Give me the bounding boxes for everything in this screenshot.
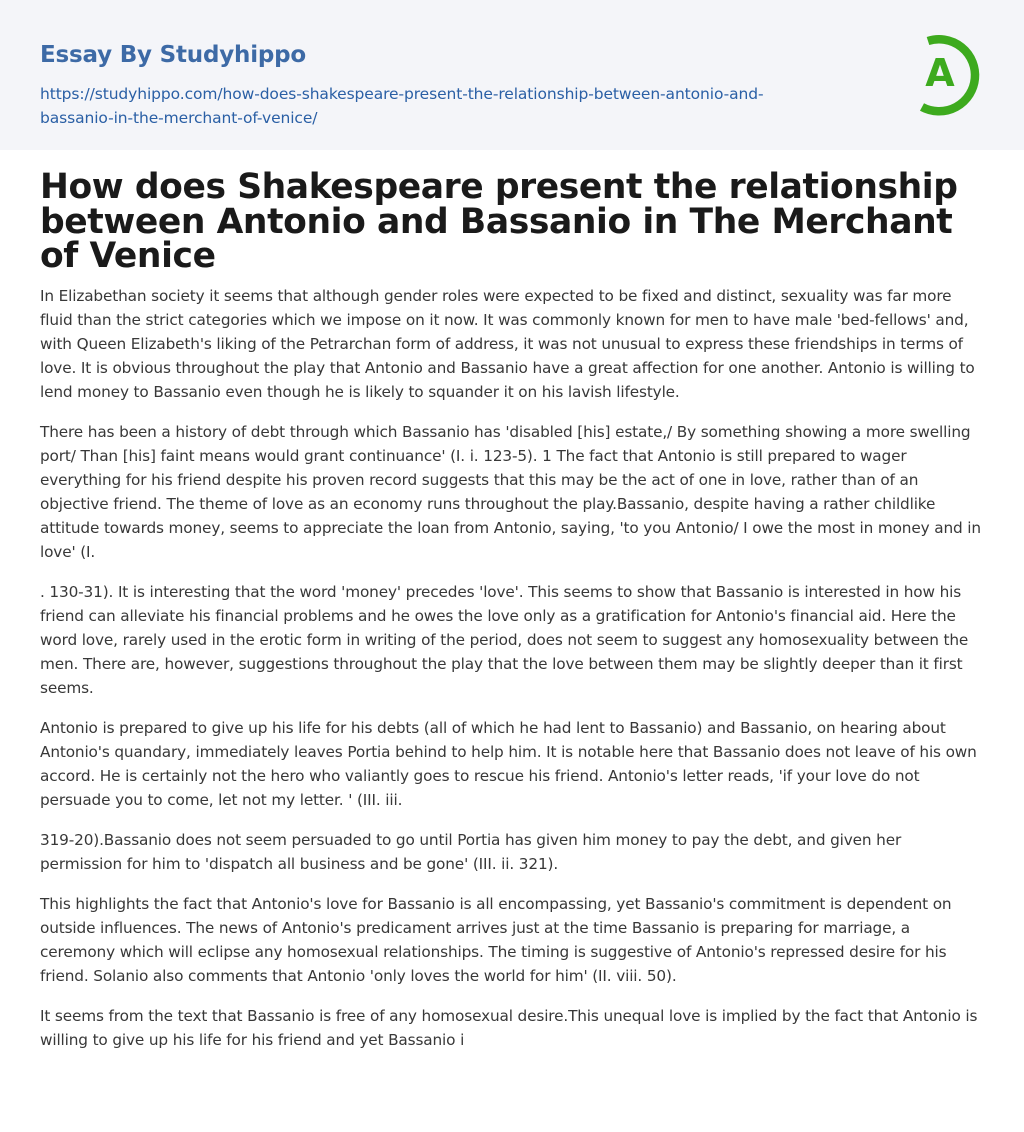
studyhippo-a-logo-icon[interactable] xyxy=(908,29,988,117)
essay-paragraph: In Elizabethan society it seems that although gender roles were expected to be fixed and distinct, sexuality was far more fluid than the strict categories which we impose on it now. It was commonly known for men to have male 'bed-fellows' and, with Queen Elizabeth's liking of the Petrarchan form of address, it was not unusual to express these friendships in terms of love. It is obvious throughout the play that Antonio and Bassanio have a great affection for one another. Antonio is willing to lend money to Bassanio even though he is likely to squander it on his lavish lifestyle. xyxy=(40,287,975,401)
essay-paragraph: . 130-31). It is interesting that the word 'money' precedes 'love'. This seems to show that Bassanio is interested in how his friend can alleviate his financial problems and he owes the love only as a gratification for Antonio's financial aid. Here the word love, rarely used in the erotic form in writing of the period, does not seem to suggest any homosexuality between the men. There are, however, suggestions throughout the play that the love between them may be slightly deeper than it first seems. xyxy=(40,583,969,697)
site-header xyxy=(0,0,1024,150)
essay-paragraph: It seems from the text that Bassanio is free of any homosexual desire.This unequal love is implied by the fact that Antonio is willing to give up his life for his friend and yet Bassanio i xyxy=(40,1007,978,1049)
brand-title[interactable]: Essay By Studyhippo xyxy=(40,42,307,68)
essay-paragraph: This highlights the fact that Antonio's love for Bassanio is all encompassing, yet Bassanio's commitment is dependent on outside influences. The news of Antonio's predicament arrives just at the time Bassanio is preparing for marriage, a ceremony which will eclipse any homosexual relationships. The timing is suggestive of Antonio's repressed desire for his friend. Solanio also comments that Antonio 'only loves the world for him' (II. viii. 50). xyxy=(40,895,952,985)
essay-paragraph: Antonio is prepared to give up his life for his debts (all of which he had lent to Bassanio) and Bassanio, on hearing about Antonio's quandary, immediately leaves Portia behind to help him. It is notable here that Bassanio does not leave of his own accord. He is certainly not the hero who valiantly goes to rescue his friend. Antonio's letter reads, 'if your love do not persuade you to come, let not my letter. ' (III. iii. xyxy=(40,719,977,809)
logo-letter: A xyxy=(925,51,955,95)
essay-body xyxy=(40,284,986,1068)
essay-title: How does Shakespeare present the relationship between Antonio and Bassanio in The Merchant of Venice xyxy=(40,167,958,276)
source-url-link[interactable]: https://studyhippo.com/how-does-shakespeare-present-the-relationship-between-antonio-and-bassanio-in-the-merchant-of-venice/ xyxy=(40,85,764,127)
essay-paragraph: 319-20).Bassanio does not seem persuaded to go until Portia has given him money to pay the debt, and given her permission for him to 'dispatch all business and be gone' (III. ii. 321). xyxy=(40,831,902,873)
essay-paragraph: There has been a history of debt through which Bassanio has 'disabled [his] estate,/ By something showing a more swelling port/ Than [his] faint means would grant continuance' (I. i. 123-5). 1 The fact that Antonio is still prepared to wager everything for his friend despite his proven record suggests that this may be the act of one in love, rather than of an objective friend. The theme of love as an economy runs throughout the play.Bassanio, despite having a rather childlike attitude towards money, seems to appreciate the loan from Antonio, saying, 'to you Antonio/ I owe the most in money and in love' (I. xyxy=(40,423,981,561)
